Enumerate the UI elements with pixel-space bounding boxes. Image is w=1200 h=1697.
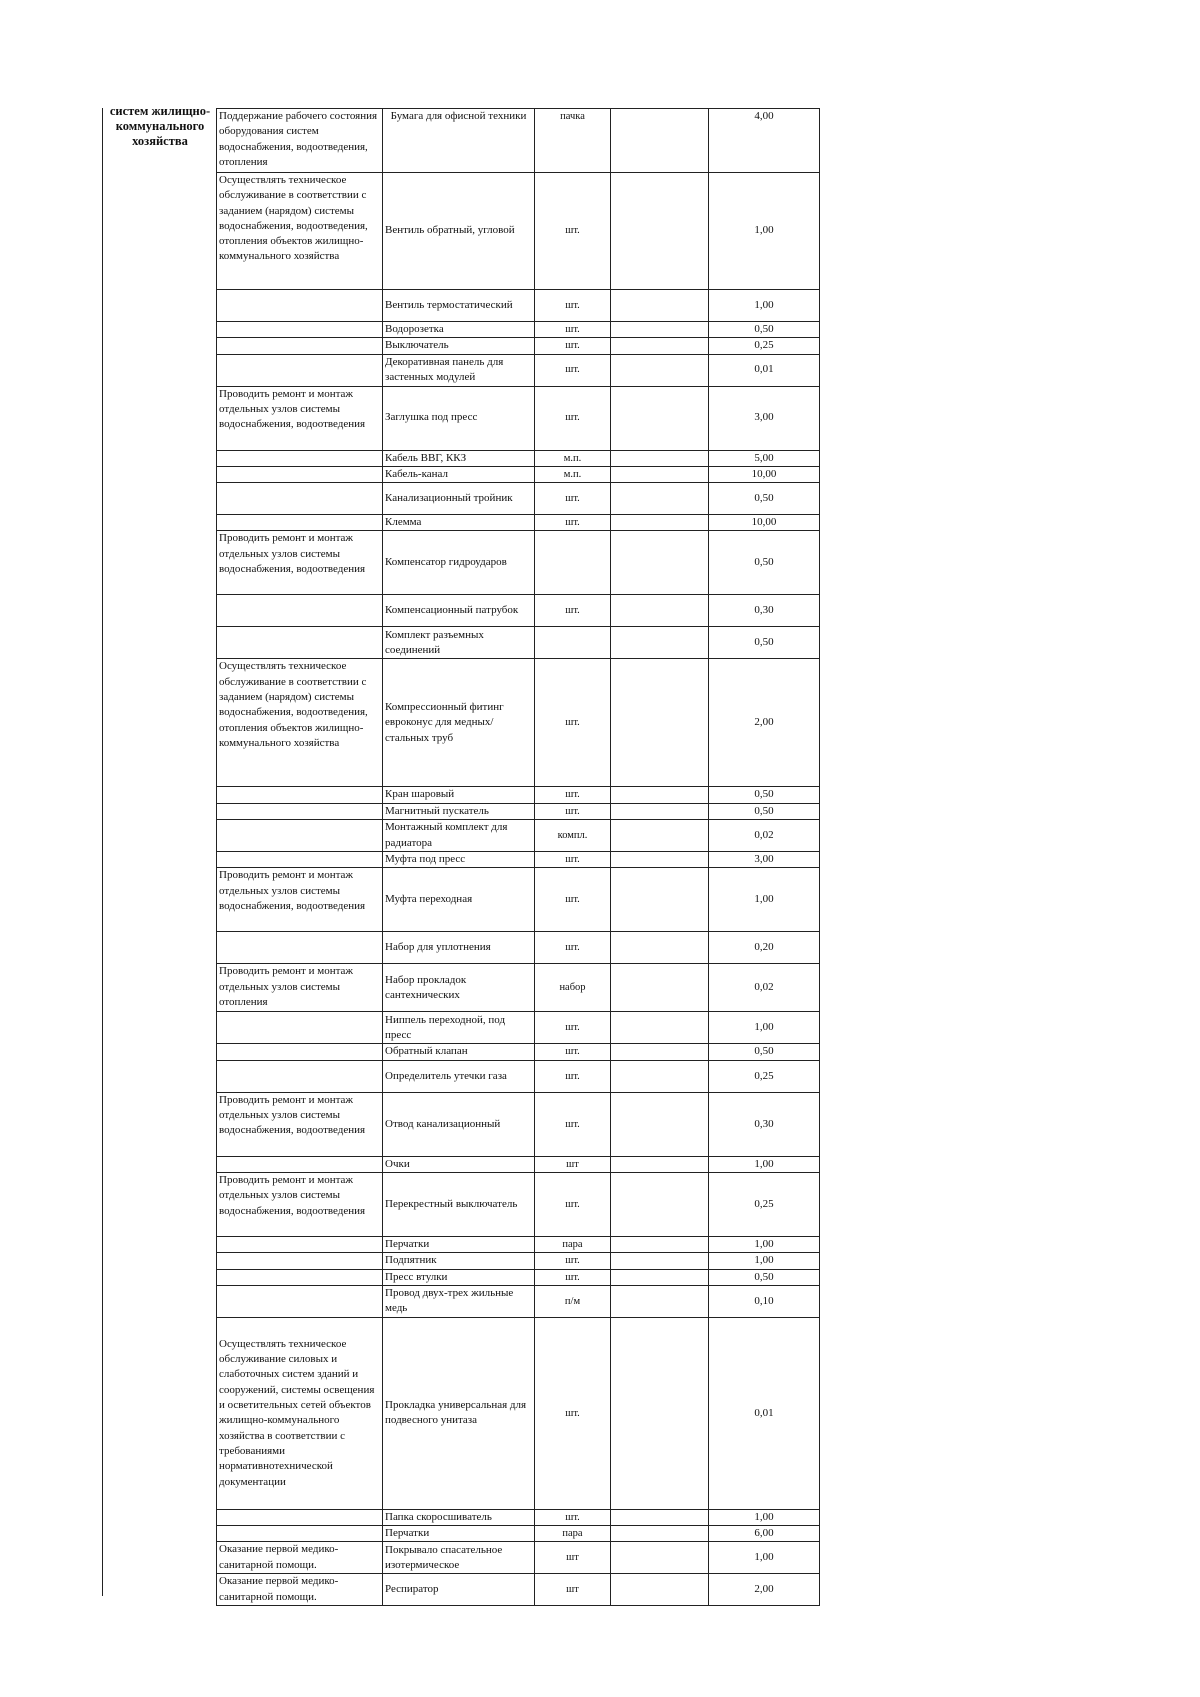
- table-row: [217, 932, 820, 964]
- quantity-cell: 0,50: [709, 1044, 820, 1060]
- quantity-cell: 1,00: [709, 1156, 820, 1172]
- material-name-cell: Декоративная панель для застенных модулей: [383, 354, 535, 386]
- table-row: [217, 595, 820, 627]
- material-name-cell: Респиратор: [383, 1574, 535, 1606]
- empty-cell: [611, 868, 709, 932]
- category-column: [102, 104, 217, 1596]
- quantity-cell: 0,50: [709, 483, 820, 515]
- table-row: [217, 1236, 820, 1252]
- material-name-cell: Определитель утечки газа: [383, 1060, 535, 1092]
- empty-cell: [611, 450, 709, 466]
- empty-cell: [611, 483, 709, 515]
- materials-table-body: [217, 109, 820, 1606]
- quantity-cell: 0,50: [709, 787, 820, 803]
- material-name-cell: Выключатель: [383, 338, 535, 354]
- empty-cell: [611, 1269, 709, 1285]
- table-row: [217, 1092, 820, 1156]
- table-row: [217, 820, 820, 852]
- quantity-cell: 4,00: [709, 109, 820, 173]
- quantity-cell: 0,01: [709, 354, 820, 386]
- task-cell: [217, 515, 383, 531]
- table-row: [217, 109, 820, 173]
- task-cell: [217, 820, 383, 852]
- task-cell: Проводить ремонт и монтаж отдельных узлов системы водоснабжения, водоотведения: [217, 1092, 383, 1156]
- quantity-cell: 0,50: [709, 627, 820, 659]
- table-row: [217, 627, 820, 659]
- quantity-cell: 0,25: [709, 338, 820, 354]
- unit-cell: шт.: [535, 803, 611, 819]
- task-cell: Осуществлять техническое обслуживание в соответствии с заданием (нарядом) системы водоснабжения, водоотведения, отопления объектов жилищно-коммунального хозяйства: [217, 173, 383, 290]
- unit-cell: шт.: [535, 1317, 611, 1509]
- empty-cell: [611, 803, 709, 819]
- table-row: [217, 1012, 820, 1044]
- material-name-cell: Покрывало спасательное изотермическое: [383, 1542, 535, 1574]
- quantity-cell: 0,50: [709, 803, 820, 819]
- unit-cell: пара: [535, 1526, 611, 1542]
- table-row: [217, 868, 820, 932]
- task-cell: [217, 1156, 383, 1172]
- table-row: [217, 1317, 820, 1509]
- empty-cell: [611, 1253, 709, 1269]
- empty-cell: [611, 1012, 709, 1044]
- unit-cell: пара: [535, 1236, 611, 1252]
- task-cell: Проводить ремонт и монтаж отдельных узлов системы отопления: [217, 964, 383, 1012]
- table-row: [217, 852, 820, 868]
- materials-table: [216, 108, 820, 1606]
- unit-cell: шт.: [535, 173, 611, 290]
- material-name-cell: Перчатки: [383, 1236, 535, 1252]
- unit-cell: [535, 531, 611, 595]
- task-cell: [217, 932, 383, 964]
- unit-cell: шт.: [535, 1012, 611, 1044]
- empty-cell: [611, 1542, 709, 1574]
- empty-cell: [611, 852, 709, 868]
- empty-cell: [611, 659, 709, 787]
- empty-cell: [611, 1092, 709, 1156]
- material-name-cell: Кран шаровый: [383, 787, 535, 803]
- unit-cell: шт.: [535, 338, 611, 354]
- task-cell: Осуществлять техническое обслуживание силовых и слаботочных систем зданий и сооружений, системы освещения и осветительных сетей объектов жилищно-коммунального хозяйства в соответствии с требованиями нормативнотехнической документации: [217, 1317, 383, 1509]
- unit-cell: м.п.: [535, 466, 611, 482]
- unit-cell: шт.: [535, 290, 611, 322]
- empty-cell: [611, 1172, 709, 1236]
- unit-cell: шт.: [535, 1269, 611, 1285]
- material-name-cell: Канализационный тройник: [383, 483, 535, 515]
- table-row: [217, 173, 820, 290]
- unit-cell: шт.: [535, 659, 611, 787]
- quantity-cell: 0,01: [709, 1317, 820, 1509]
- empty-cell: [611, 290, 709, 322]
- quantity-cell: 1,00: [709, 1542, 820, 1574]
- empty-cell: [611, 1044, 709, 1060]
- task-cell: Поддержание рабочего состояния оборудования систем водоснабжения, водоотведения, отопления: [217, 109, 383, 173]
- quantity-cell: 1,00: [709, 1509, 820, 1525]
- task-cell: [217, 1253, 383, 1269]
- task-cell: [217, 483, 383, 515]
- task-cell: [217, 1236, 383, 1252]
- task-cell: [217, 338, 383, 354]
- task-cell: [217, 595, 383, 627]
- unit-cell: шт.: [535, 483, 611, 515]
- table-row: [217, 515, 820, 531]
- empty-cell: [611, 515, 709, 531]
- unit-cell: шт: [535, 1574, 611, 1606]
- table-row: [217, 450, 820, 466]
- material-name-cell: Монтажный комплект для радиатора: [383, 820, 535, 852]
- table-row: [217, 1060, 820, 1092]
- task-cell: [217, 1060, 383, 1092]
- task-cell: Проводить ремонт и монтаж отдельных узлов системы водоснабжения, водоотведения: [217, 868, 383, 932]
- table-row: [217, 1172, 820, 1236]
- empty-cell: [611, 787, 709, 803]
- quantity-cell: 1,00: [709, 868, 820, 932]
- material-name-cell: Кабель ВВГ, ККЗ: [383, 450, 535, 466]
- task-cell: [217, 852, 383, 868]
- material-name-cell: Отвод канализационный: [383, 1092, 535, 1156]
- quantity-cell: 3,00: [709, 852, 820, 868]
- material-name-cell: Подпятник: [383, 1253, 535, 1269]
- unit-cell: шт.: [535, 1509, 611, 1525]
- empty-cell: [611, 1060, 709, 1092]
- quantity-cell: 0,20: [709, 932, 820, 964]
- material-name-cell: Вентиль обратный, угловой: [383, 173, 535, 290]
- material-name-cell: Водорозетка: [383, 322, 535, 338]
- unit-cell: шт.: [535, 1044, 611, 1060]
- material-name-cell: Компенсатор гидроударов: [383, 531, 535, 595]
- table-row: [217, 964, 820, 1012]
- empty-cell: [611, 466, 709, 482]
- category-label: систем жилищно-коммунального хозяйства: [109, 104, 211, 148]
- task-cell: [217, 787, 383, 803]
- empty-cell: [611, 932, 709, 964]
- material-name-cell: Магнитный пускатель: [383, 803, 535, 819]
- empty-cell: [611, 627, 709, 659]
- material-name-cell: Обратный клапан: [383, 1044, 535, 1060]
- material-name-cell: Кабель-канал: [383, 466, 535, 482]
- table-row: [217, 787, 820, 803]
- material-name-cell: Ниппель переходной, под пресс: [383, 1012, 535, 1044]
- empty-cell: [611, 1236, 709, 1252]
- empty-cell: [611, 173, 709, 290]
- task-cell: [217, 1012, 383, 1044]
- material-name-cell: Перекрестный выключатель: [383, 1172, 535, 1236]
- unit-cell: шт.: [535, 595, 611, 627]
- unit-cell: шт: [535, 1156, 611, 1172]
- task-cell: [217, 290, 383, 322]
- empty-cell: [611, 354, 709, 386]
- table-row: [217, 659, 820, 787]
- material-name-cell: Набор для уплотнения: [383, 932, 535, 964]
- quantity-cell: 2,00: [709, 659, 820, 787]
- material-name-cell: Компрессионный фитинг евроконус для медных/стальных труб: [383, 659, 535, 787]
- unit-cell: шт.: [535, 787, 611, 803]
- table-row: [217, 1253, 820, 1269]
- quantity-cell: 0,02: [709, 964, 820, 1012]
- unit-cell: п/м: [535, 1285, 611, 1317]
- quantity-cell: 3,00: [709, 386, 820, 450]
- quantity-cell: 1,00: [709, 173, 820, 290]
- unit-cell: шт.: [535, 852, 611, 868]
- empty-cell: [611, 322, 709, 338]
- empty-cell: [611, 820, 709, 852]
- material-name-cell: Прокладка универсальная для подвесного унитаза: [383, 1317, 535, 1509]
- empty-cell: [611, 338, 709, 354]
- unit-cell: шт.: [535, 386, 611, 450]
- unit-cell: шт: [535, 1542, 611, 1574]
- task-cell: Осуществлять техническое обслуживание в соответствии с заданием (нарядом) системы водоснабжения, водоотведения, отопления объектов жилищно-коммунального хозяйства: [217, 659, 383, 787]
- unit-cell: шт.: [535, 354, 611, 386]
- quantity-cell: 0,02: [709, 820, 820, 852]
- task-cell: [217, 354, 383, 386]
- material-name-cell: Компенсационный патрубок: [383, 595, 535, 627]
- quantity-cell: 1,00: [709, 1012, 820, 1044]
- task-cell: [217, 627, 383, 659]
- task-cell: [217, 803, 383, 819]
- unit-cell: [535, 627, 611, 659]
- table-row: [217, 1526, 820, 1542]
- quantity-cell: 10,00: [709, 466, 820, 482]
- unit-cell: шт.: [535, 1092, 611, 1156]
- table-row: [217, 1044, 820, 1060]
- unit-cell: шт.: [535, 1172, 611, 1236]
- unit-cell: набор: [535, 964, 611, 1012]
- unit-cell: шт.: [535, 515, 611, 531]
- quantity-cell: 0,30: [709, 595, 820, 627]
- material-name-cell: Пресс втулки: [383, 1269, 535, 1285]
- material-name-cell: Папка скоросшиватель: [383, 1509, 535, 1525]
- unit-cell: шт.: [535, 322, 611, 338]
- task-cell: Оказание первой медико-санитарной помощи.: [217, 1574, 383, 1606]
- empty-cell: [611, 109, 709, 173]
- task-cell: [217, 466, 383, 482]
- quantity-cell: 0,50: [709, 531, 820, 595]
- table-row: [217, 1156, 820, 1172]
- empty-cell: [611, 964, 709, 1012]
- task-cell: Проводить ремонт и монтаж отдельных узлов системы водоснабжения, водоотведения: [217, 386, 383, 450]
- table-row: [217, 290, 820, 322]
- quantity-cell: 1,00: [709, 1253, 820, 1269]
- quantity-cell: 5,00: [709, 450, 820, 466]
- unit-cell: компл.: [535, 820, 611, 852]
- empty-cell: [611, 1526, 709, 1542]
- material-name-cell: Клемма: [383, 515, 535, 531]
- task-cell: Проводить ремонт и монтаж отдельных узлов системы водоснабжения, водоотведения: [217, 1172, 383, 1236]
- table-row: [217, 386, 820, 450]
- unit-cell: м.п.: [535, 450, 611, 466]
- unit-cell: шт.: [535, 932, 611, 964]
- quantity-cell: 10,00: [709, 515, 820, 531]
- quantity-cell: 0,25: [709, 1172, 820, 1236]
- material-name-cell: Провод двух-трех жильные медь: [383, 1285, 535, 1317]
- quantity-cell: 6,00: [709, 1526, 820, 1542]
- quantity-cell: 1,00: [709, 1236, 820, 1252]
- unit-cell: шт.: [535, 1060, 611, 1092]
- material-name-cell: Заглушка под пресс: [383, 386, 535, 450]
- material-name-cell: Набор прокладок сантехнических: [383, 964, 535, 1012]
- material-name-cell: Вентиль термостатический: [383, 290, 535, 322]
- table-row: [217, 1574, 820, 1606]
- task-cell: [217, 450, 383, 466]
- empty-cell: [611, 1285, 709, 1317]
- table-row: [217, 1509, 820, 1525]
- quantity-cell: 2,00: [709, 1574, 820, 1606]
- quantity-cell: 0,50: [709, 1269, 820, 1285]
- task-cell: Оказание первой медико-санитарной помощи.: [217, 1542, 383, 1574]
- material-name-cell: Перчатки: [383, 1526, 535, 1542]
- empty-cell: [611, 531, 709, 595]
- table-row: [217, 1269, 820, 1285]
- table-row: [217, 531, 820, 595]
- empty-cell: [611, 386, 709, 450]
- quantity-cell: 0,50: [709, 322, 820, 338]
- table-row: [217, 354, 820, 386]
- quantity-cell: 0,25: [709, 1060, 820, 1092]
- table-row: [217, 338, 820, 354]
- task-cell: [217, 1285, 383, 1317]
- task-cell: [217, 1269, 383, 1285]
- table-row: [217, 1285, 820, 1317]
- table-row: [217, 483, 820, 515]
- material-name-cell: Муфта под пресс: [383, 852, 535, 868]
- quantity-cell: 0,30: [709, 1092, 820, 1156]
- task-cell: [217, 1509, 383, 1525]
- empty-cell: [611, 595, 709, 627]
- material-name-cell: Очки: [383, 1156, 535, 1172]
- material-name-cell: Комплект разъемных соединений: [383, 627, 535, 659]
- table-row: [217, 803, 820, 819]
- quantity-cell: 0,10: [709, 1285, 820, 1317]
- task-cell: [217, 322, 383, 338]
- material-name-cell: Бумага для офисной техники: [383, 109, 535, 173]
- unit-cell: пачка: [535, 109, 611, 173]
- table-row: [217, 1542, 820, 1574]
- table-row: [217, 322, 820, 338]
- unit-cell: шт.: [535, 868, 611, 932]
- material-name-cell: Муфта переходная: [383, 868, 535, 932]
- empty-cell: [611, 1509, 709, 1525]
- task-cell: [217, 1526, 383, 1542]
- empty-cell: [611, 1317, 709, 1509]
- task-cell: Проводить ремонт и монтаж отдельных узлов системы водоснабжения, водоотведения: [217, 531, 383, 595]
- unit-cell: шт.: [535, 1253, 611, 1269]
- quantity-cell: 1,00: [709, 290, 820, 322]
- task-cell: [217, 1044, 383, 1060]
- empty-cell: [611, 1574, 709, 1606]
- empty-cell: [611, 1156, 709, 1172]
- table-row: [217, 466, 820, 482]
